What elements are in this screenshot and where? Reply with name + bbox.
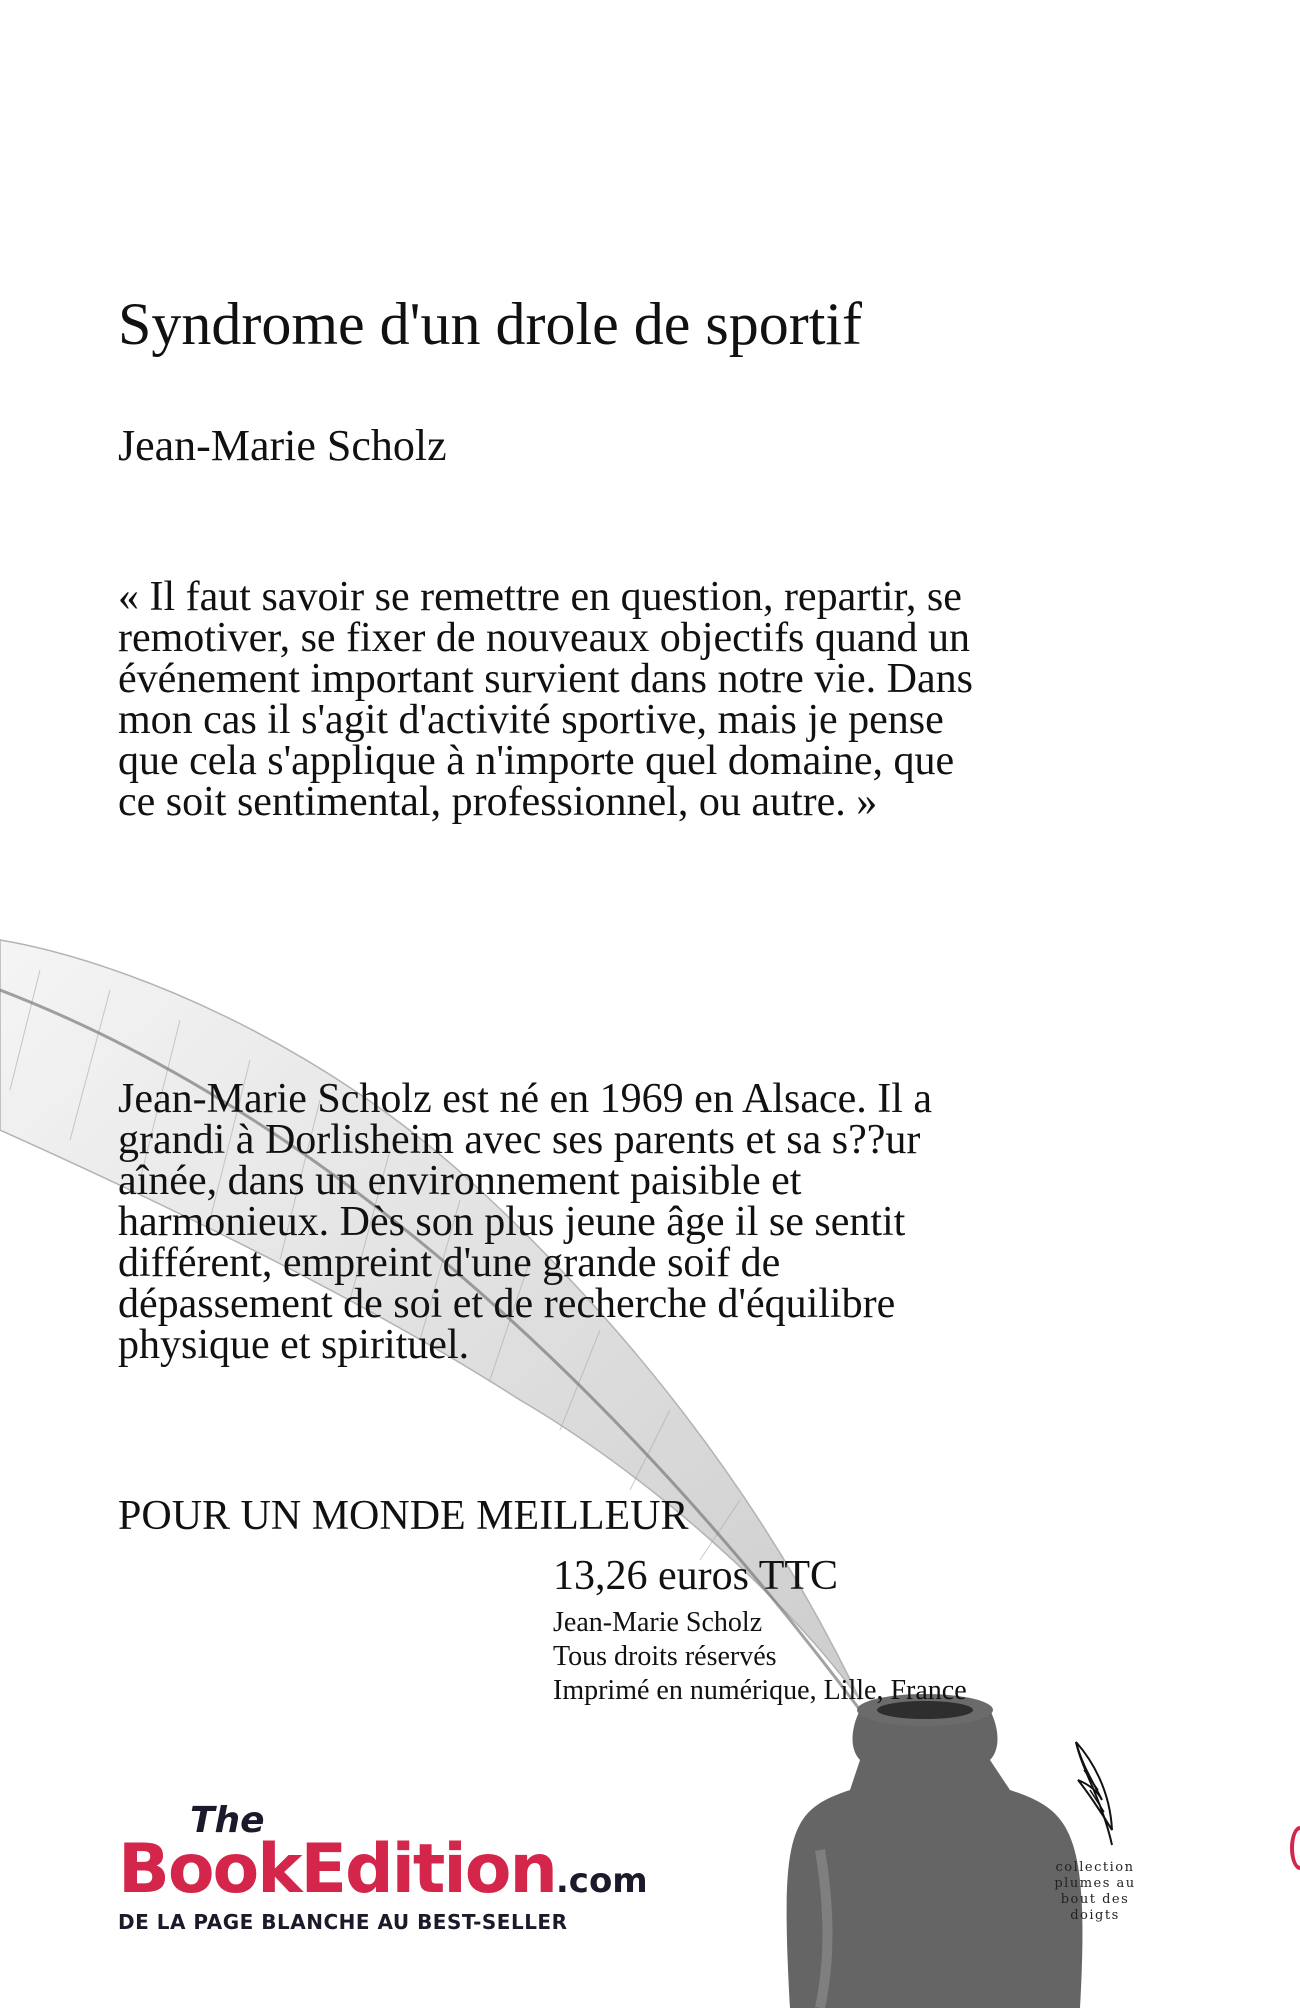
colophon-author: Jean-Marie Scholz <box>553 1607 763 1638</box>
author-bio: Jean-Marie Scholz est né en 1969 en Alsace. Il a grandi à Dorlisheim avec ses parents et sa s??ur aînée, dans un environnement paisible et harmonieux. Dès son plus jeune âge il se sentit différent, empreint d'une grande soif de dépassement de soi et de recherche d'équilibre physique et spirituel. <box>118 1076 933 1368</box>
colophon <box>553 1606 967 1708</box>
logo-wordmark <box>118 1830 648 1909</box>
colophon-printed: Imprimé en numérique, Lille, France <box>553 1675 967 1706</box>
publisher-logo <box>118 1800 718 1940</box>
collection-line: plumes au <box>1054 1876 1136 1891</box>
logo-the: The <box>190 1800 265 1841</box>
collection-line: collection <box>1055 1860 1135 1875</box>
quill-icon <box>1072 1740 1118 1850</box>
collection-badge <box>1040 1740 1150 1924</box>
book-price: 13,26 euros TTC <box>553 1553 839 1599</box>
collection-line: doigts <box>1070 1908 1120 1923</box>
colophon-rights: Tous droits réservés <box>553 1641 777 1672</box>
book-quote: « Il faut savoir se remettre en question, repartir, se remotiver, se fixer de nouveaux objectifs quand un événement important survient dans notre vie. Dans mon cas il s'agit d'activité sportive, mais je pense que cela s'applique à n'importe quel domaine, que ce soit sentimental, professionnel, ou autre. » <box>118 574 973 825</box>
logo-domain: .com <box>555 1861 648 1901</box>
collection-line: bout des <box>1060 1892 1130 1907</box>
logo-tagline: DE LA PAGE BLANCHE AU BEST-SELLER <box>118 1910 568 1934</box>
book-title: Syndrome d'un drole de sportif <box>118 291 863 357</box>
book-author: Jean-Marie Scholz <box>118 421 447 470</box>
book-motto: POUR UN MONDE MEILLEUR <box>118 1493 689 1539</box>
collection-label <box>1040 1860 1150 1924</box>
logo-name: BookEdition <box>118 1830 556 1909</box>
